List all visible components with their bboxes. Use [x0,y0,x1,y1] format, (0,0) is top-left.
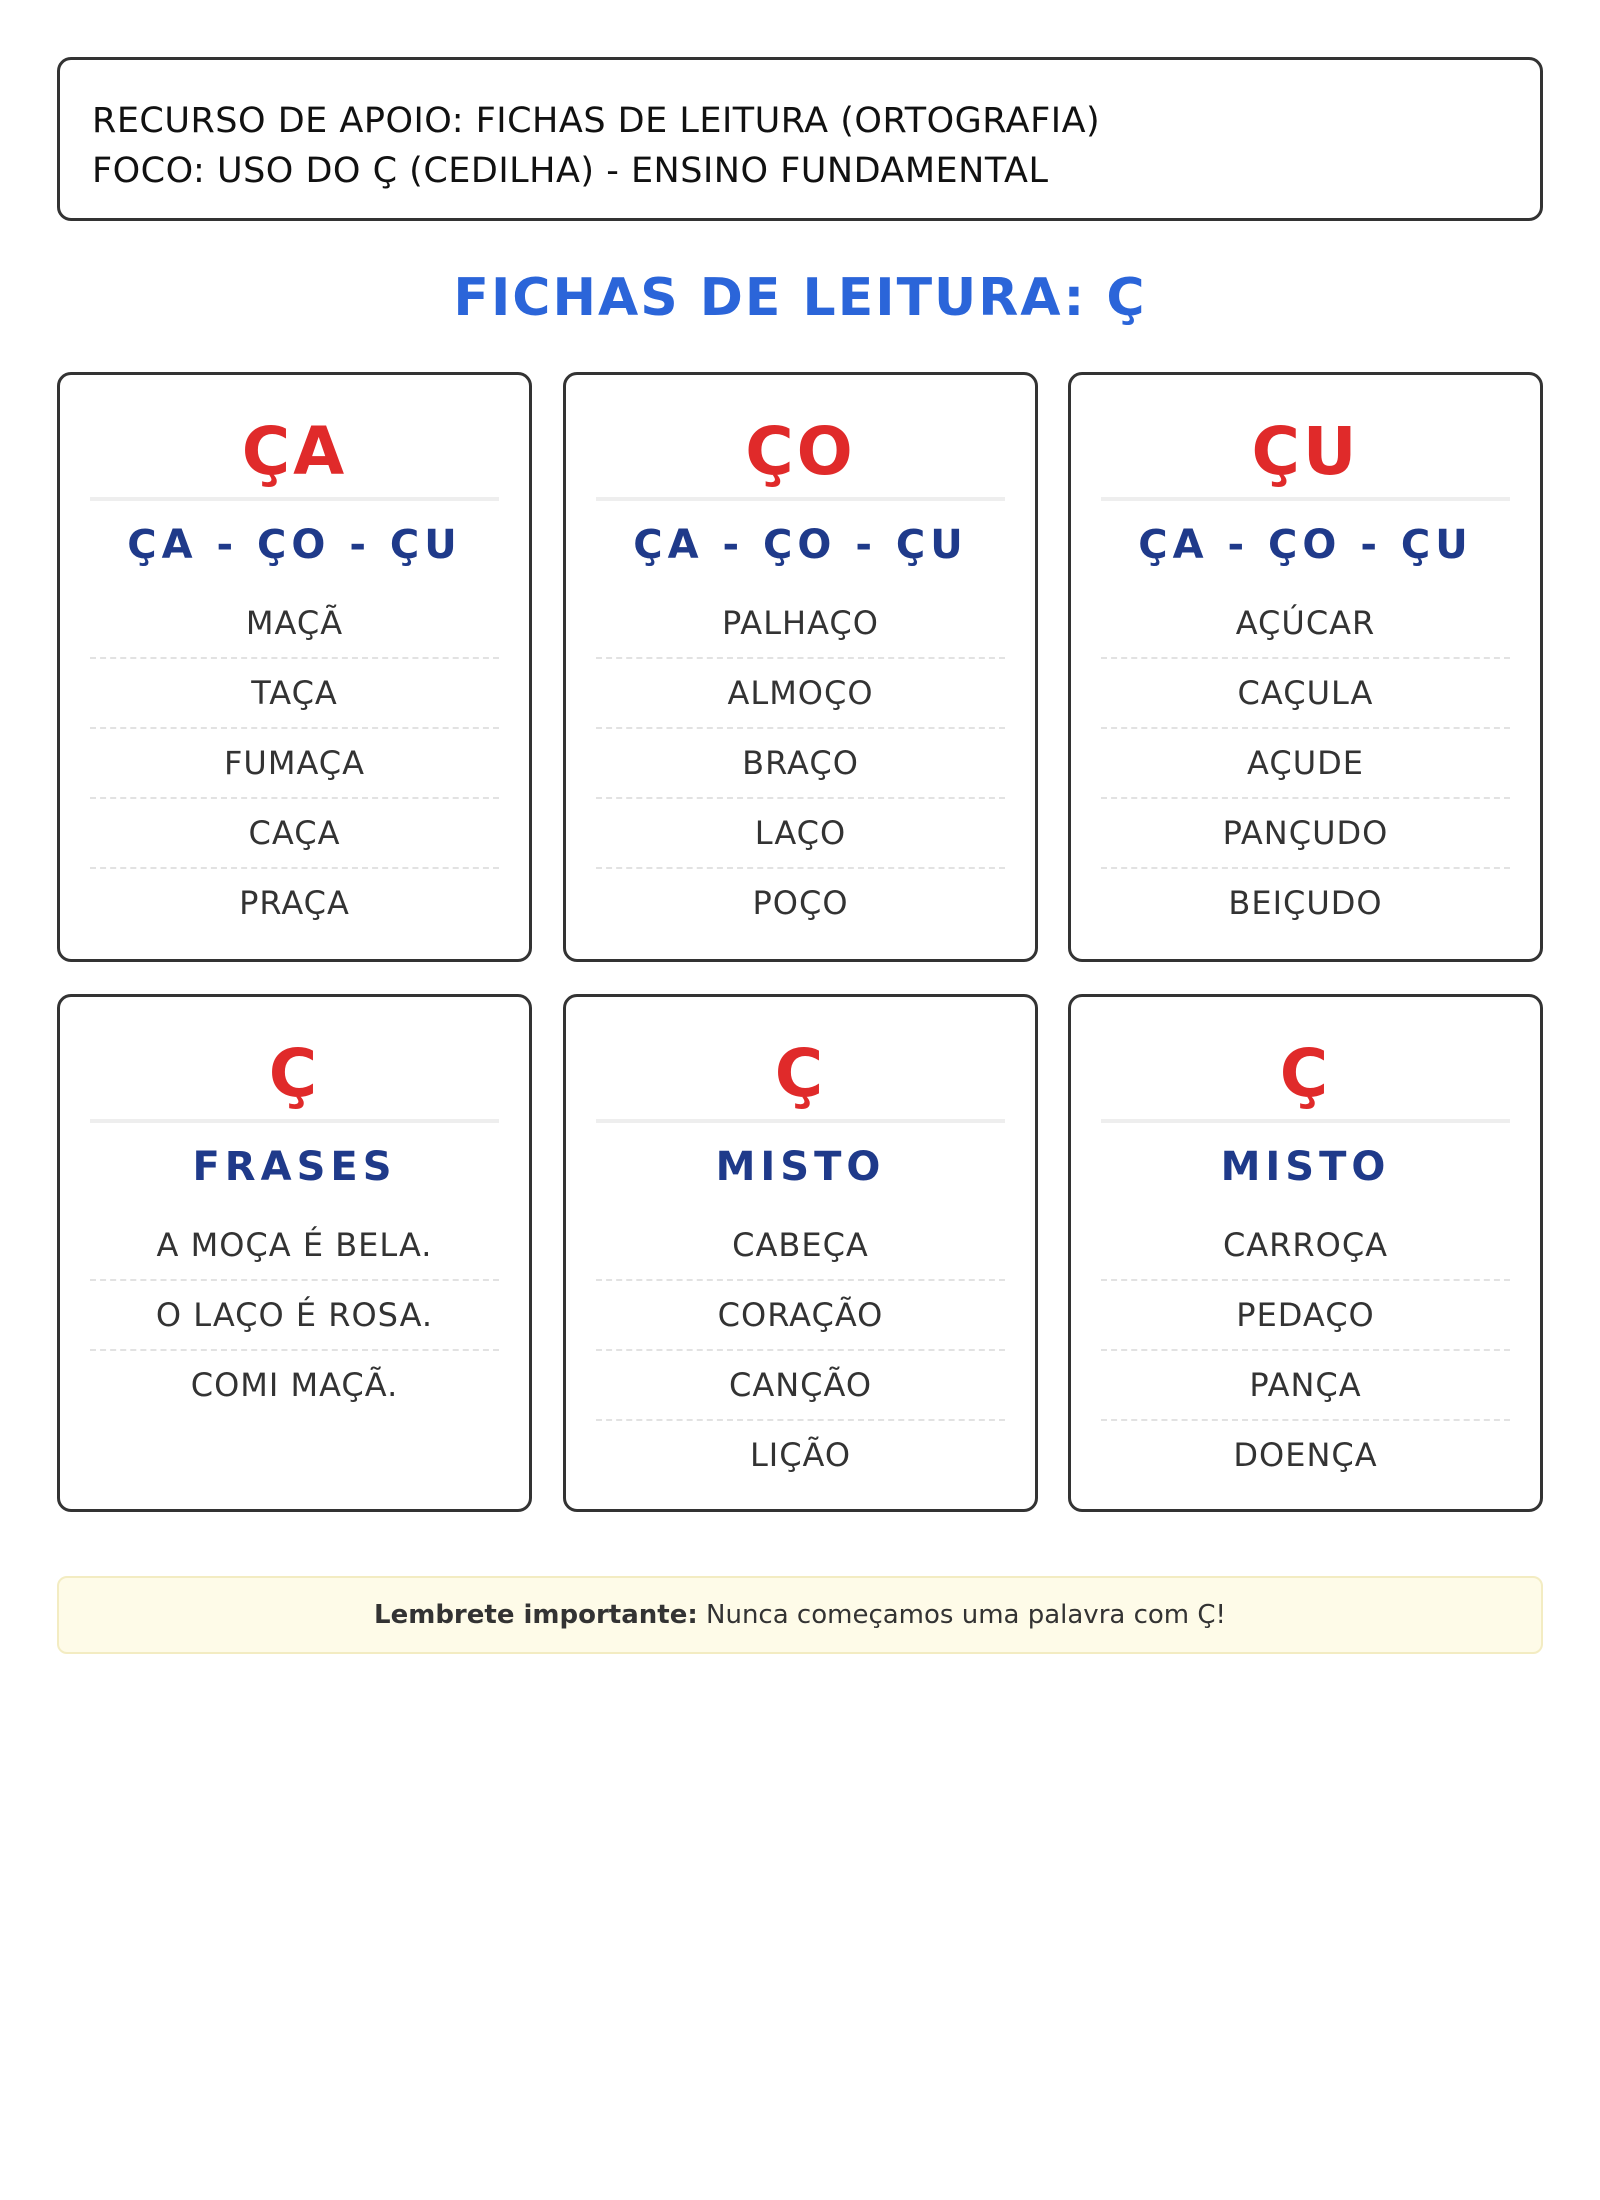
word-item: ALMOÇO [596,659,1005,729]
page-title: FICHAS DE LEITURA: Ç [453,268,1147,328]
reminder-box [57,1576,1543,1654]
word-item: CANÇÃO [596,1351,1005,1421]
word-item: BRAÇO [596,729,1005,799]
word-item: CABEÇA [596,1211,1005,1281]
cards-grid [57,372,1543,1512]
card-title: Ç [268,1035,321,1112]
sentence-item: A MOÇA É BELA. [90,1211,499,1281]
card-co [563,372,1038,962]
word-item: CAÇA [90,799,499,869]
word-item: CORAÇÃO [596,1281,1005,1351]
word-item: POÇO [752,884,849,922]
word-item: LAÇO [596,799,1005,869]
card-misto-2 [1068,994,1543,1512]
card-subtitle: ÇA - ÇO - ÇU [127,522,462,568]
word-list [1101,589,1510,937]
word-item: PANÇA [1101,1351,1510,1421]
card-title: Ç [1279,1035,1332,1112]
word-item: CARROÇA [1101,1211,1510,1281]
card-divider [1101,497,1510,501]
word-item: BEIÇUDO [1228,884,1383,922]
word-item: TAÇA [90,659,499,729]
header-box [57,57,1543,221]
word-list [1101,1211,1510,1489]
card-subtitle: MISTO [715,1144,886,1190]
word-item: AÇÚCAR [1101,589,1510,659]
card-subtitle: ÇA - ÇO - ÇU [633,522,968,568]
card-divider [1101,1119,1510,1123]
card-title: ÇU [1251,413,1360,490]
reminder-label: Lembrete importante: [374,1600,698,1630]
sentence-list [90,1211,499,1419]
card-title: ÇA [241,413,348,490]
card-frases [57,994,532,1512]
card-title: Ç [774,1035,827,1112]
word-item: PANÇUDO [1101,799,1510,869]
word-list [596,1211,1005,1489]
card-divider [90,1119,499,1123]
card-cu [1068,372,1543,962]
word-list [596,589,1005,937]
word-item: PRAÇA [239,884,350,922]
word-item: LIÇÃO [749,1436,852,1474]
header-line-focus: FOCO: USO DO Ç (CEDILHA) - ENSINO FUNDAMENTAL [92,151,1049,191]
word-item: PALHAÇO [596,589,1005,659]
word-item: CAÇULA [1101,659,1510,729]
card-title: ÇO [745,413,856,490]
sentence-item: O LAÇO É ROSA. [90,1281,499,1351]
word-list [90,589,499,937]
word-item: PEDAÇO [1101,1281,1510,1351]
card-divider [596,1119,1005,1123]
word-item: MAÇÃ [90,589,499,659]
card-subtitle: FRASES [192,1144,397,1190]
card-subtitle: MISTO [1220,1144,1391,1190]
word-item: FUMAÇA [90,729,499,799]
word-item: DOENÇA [1233,1436,1378,1474]
card-divider [596,497,1005,501]
card-ca [57,372,532,962]
card-subtitle: ÇA - ÇO - ÇU [1138,522,1473,568]
word-item: AÇUDE [1101,729,1510,799]
card-divider [90,497,499,501]
reminder-text: Nunca começamos uma palavra com Ç! [706,1600,1226,1630]
sentence-item: COMI MAÇÃ. [190,1366,399,1404]
header-line-resource: RECURSO DE APOIO: FICHAS DE LEITURA (ORTOGRAFIA) [92,101,1101,141]
card-misto-1 [563,994,1038,1512]
